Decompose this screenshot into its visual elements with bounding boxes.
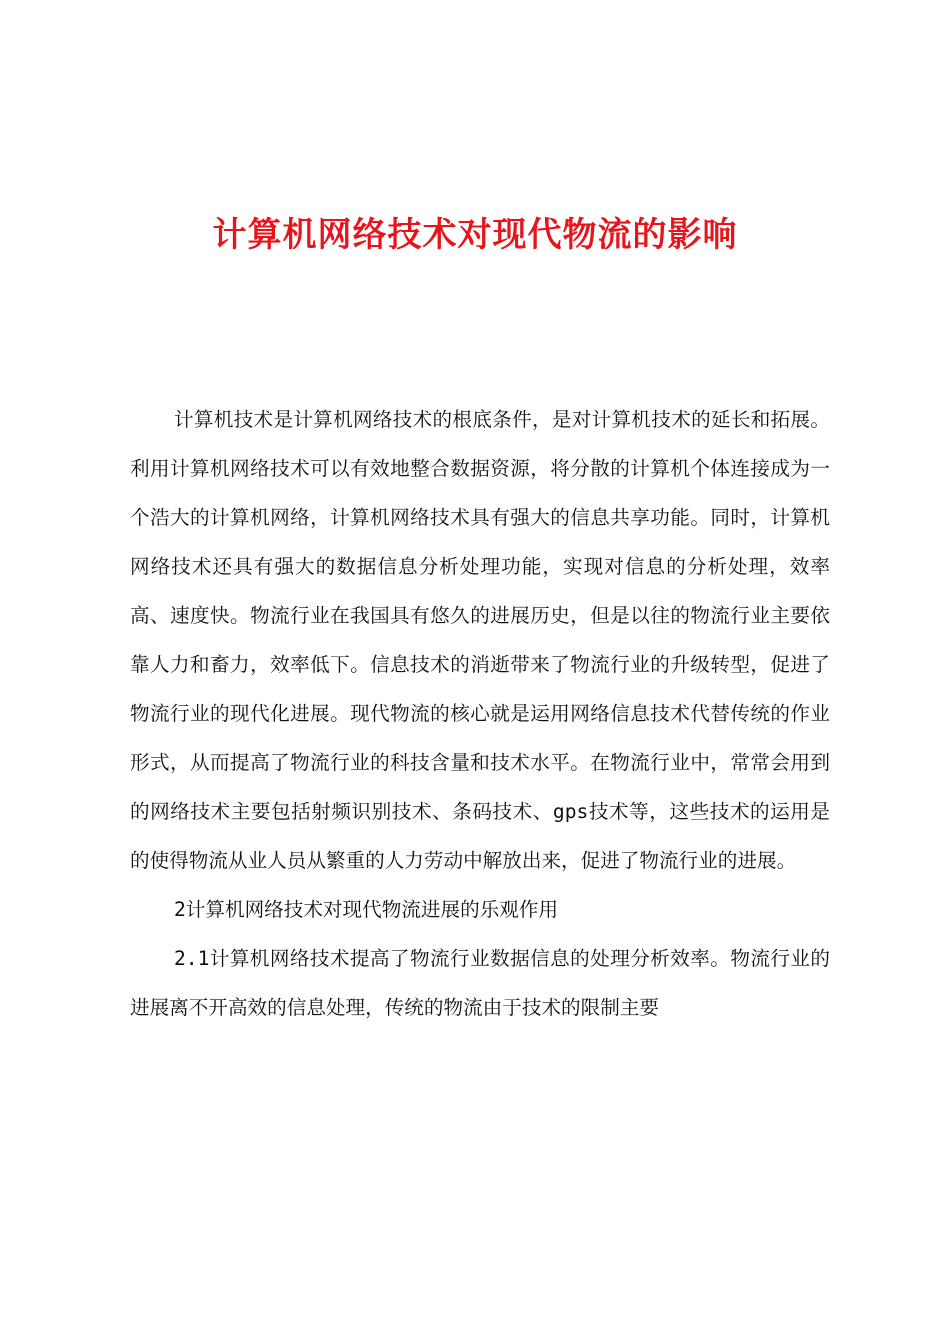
body-paragraph-intro: 计算机技术是计算机网络技术的根底条件，是对计算机技术的延长和拓展。利用计算机网络技术可以有效地整合数据资源，将分散的计算机个体连接成为一个浩大的计算机网络，计算机网络技术具有强大的信息共享功能。同时，计算机网络技术还具有强大的数据信息分析处理功能，实现对信息的分析处理，效率高、速度快。物流行业在我国具有悠久的进展历史，但是以往的物流行业主要依靠人力和畜力，效率低下。信息技术的消逝带来了物流行业的升级转型，促进了物流行业的现代化进展。现代物流的核心就是运用网络信息技术代替传统的作业形式，从而提高了物流行业的科技含量和技术水平。在物流行业中，常常会用到的网络技术主要包括射频识别技术、条码技术、gps技术等，这些技术的运用是的使得物流从业人员从繁重的人力劳动中解放出来，促进了物流行业的进展。 [130, 408, 830, 872]
section-heading-2: 2计算机网络技术对现代物流进展的乐观作用 [174, 898, 559, 921]
document-body [130, 395, 830, 1032]
document-title: 计算机网络技术对现代物流的影响 [212, 215, 738, 255]
body-paragraph-2-1: 2.1计算机网络技术提高了物流行业数据信息的处理分析效率。物流行业的进展离不开高效的信息处理，传统的物流由于技术的限制主要 [130, 947, 830, 1019]
